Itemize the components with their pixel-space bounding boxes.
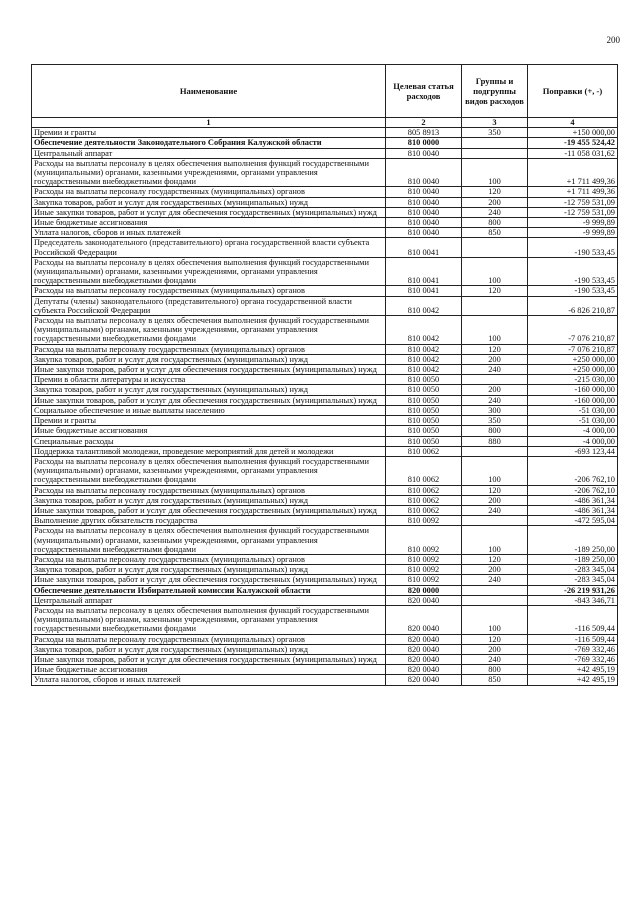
row-code-cell: 810 0092 xyxy=(386,565,462,575)
table-row xyxy=(32,436,618,446)
row-group-cell: 120 xyxy=(462,485,528,495)
header-code: Целевая статья расходов xyxy=(386,65,462,118)
row-amount-cell: -486 361,34 xyxy=(528,495,618,505)
row-code-cell: 820 0040 xyxy=(386,605,462,634)
table-row xyxy=(32,385,618,395)
row-amount-cell: +1 711 499,36 xyxy=(528,158,618,187)
row-group-cell: 120 xyxy=(462,286,528,296)
table-row xyxy=(32,197,618,207)
row-amount-cell: -843 346,71 xyxy=(528,595,618,605)
row-amount-cell: -769 332,46 xyxy=(528,654,618,664)
row-name-cell: Премии и гранты xyxy=(32,416,386,426)
row-group-cell: 800 xyxy=(462,218,528,228)
row-amount-cell: -472 595,04 xyxy=(528,516,618,526)
row-group-cell: 800 xyxy=(462,665,528,675)
row-name-cell: Премии в области литературы и искусства xyxy=(32,375,386,385)
row-amount-cell: -160 000,00 xyxy=(528,385,618,395)
row-name-cell: Специальные расходы xyxy=(32,436,386,446)
row-code-cell: 810 0040 xyxy=(386,187,462,197)
table-row xyxy=(32,207,618,217)
row-group-cell: 240 xyxy=(462,575,528,585)
row-code-cell: 810 0092 xyxy=(386,575,462,585)
row-code-cell: 810 0040 xyxy=(386,148,462,158)
row-amount-cell: -116 509,44 xyxy=(528,634,618,644)
row-amount-cell: -4 000,00 xyxy=(528,426,618,436)
row-name-cell: Закупка товаров, работ и услуг для государственных (муниципальных) нужд xyxy=(32,385,386,395)
row-code-cell: 810 0041 xyxy=(386,238,462,257)
row-group-cell: 100 xyxy=(462,316,528,345)
row-code-cell: 810 0092 xyxy=(386,516,462,526)
row-name-cell: Иные закупки товаров, работ и услуг для обеспечения государственных (муниципальных) нужд xyxy=(32,505,386,515)
row-group-cell: 880 xyxy=(462,436,528,446)
row-group-cell: 100 xyxy=(462,526,528,555)
row-group-cell xyxy=(462,138,528,148)
row-name-cell: Премии и гранты xyxy=(32,128,386,138)
row-code-cell: 810 0041 xyxy=(386,257,462,286)
row-group-cell xyxy=(462,296,528,315)
table-row xyxy=(32,495,618,505)
row-group-cell xyxy=(462,446,528,456)
row-amount-cell: -283 345,04 xyxy=(528,575,618,585)
row-code-cell: 820 0040 xyxy=(386,634,462,644)
row-name-cell: Иные закупки товаров, работ и услуг для обеспечения государственных (муниципальных) нужд xyxy=(32,207,386,217)
row-amount-cell: -51 030,00 xyxy=(528,405,618,415)
row-group-cell xyxy=(462,375,528,385)
row-name-cell: Выполнение других обязательств государства xyxy=(32,516,386,526)
row-name-cell: Расходы на выплаты персоналу в целях обеспечения выполнения функций государственными (муниципальными) органами, казенными учреждениями, органами управления государственными внебюджетными фондами xyxy=(32,158,386,187)
row-code-cell: 810 0041 xyxy=(386,286,462,296)
row-name-cell: Социальное обеспечение и иные выплаты населению xyxy=(32,405,386,415)
row-amount-cell: -116 509,44 xyxy=(528,605,618,634)
table-row xyxy=(32,575,618,585)
row-amount-cell: -11 058 031,62 xyxy=(528,148,618,158)
row-name-cell: Обеспечение деятельности Избирательной комиссии Калужской области xyxy=(32,585,386,595)
row-code-cell: 810 0050 xyxy=(386,405,462,415)
table-row xyxy=(32,296,618,315)
row-name-cell: Центральный аппарат xyxy=(32,148,386,158)
table-row xyxy=(32,354,618,364)
row-amount-cell: +250 000,00 xyxy=(528,354,618,364)
row-code-cell: 810 0092 xyxy=(386,526,462,555)
row-name-cell: Расходы на выплаты персоналу государственных (муниципальных) органов xyxy=(32,344,386,354)
table-row xyxy=(32,286,618,296)
header-group: Группы и подгруппы видов расходов xyxy=(462,65,528,118)
row-code-cell: 820 0040 xyxy=(386,665,462,675)
row-group-cell: 200 xyxy=(462,495,528,505)
row-group-cell: 350 xyxy=(462,128,528,138)
row-group-cell: 240 xyxy=(462,654,528,664)
row-code-cell: 810 0062 xyxy=(386,505,462,515)
row-group-cell: 200 xyxy=(462,565,528,575)
row-name-cell: Закупка товаров, работ и услуг для государственных (муниципальных) нужд xyxy=(32,565,386,575)
row-group-cell: 200 xyxy=(462,644,528,654)
row-amount-cell: -160 000,00 xyxy=(528,395,618,405)
table-row xyxy=(32,375,618,385)
row-code-cell: 810 0042 xyxy=(386,365,462,375)
row-code-cell: 805 8913 xyxy=(386,128,462,138)
row-amount-cell: +42 495,19 xyxy=(528,665,618,675)
row-group-cell: 200 xyxy=(462,197,528,207)
row-amount-cell: -4 000,00 xyxy=(528,436,618,446)
row-name-cell: Расходы на выплаты персоналу государственных (муниципальных) органов xyxy=(32,634,386,644)
row-amount-cell: -206 762,10 xyxy=(528,456,618,485)
row-amount-cell: -26 219 931,26 xyxy=(528,585,618,595)
column-number: 3 xyxy=(462,118,528,128)
row-name-cell: Расходы на выплаты персоналу в целях обеспечения выполнения функций государственными (муниципальными) органами, казенными учреждениями, органами управления государственными внебюджетными фондами xyxy=(32,526,386,555)
row-amount-cell: -9 999,89 xyxy=(528,228,618,238)
row-group-cell: 850 xyxy=(462,675,528,685)
row-amount-cell: -51 030,00 xyxy=(528,416,618,426)
budget-table xyxy=(31,64,618,686)
table-row xyxy=(32,485,618,495)
row-name-cell: Председатель законодательного (представительного) органа государственной власти субъекта Российской Федерации xyxy=(32,238,386,257)
row-amount-cell: -215 030,00 xyxy=(528,375,618,385)
row-name-cell: Иные бюджетные ассигнования xyxy=(32,426,386,436)
row-group-cell: 800 xyxy=(462,426,528,436)
row-amount-cell: +42 495,19 xyxy=(528,675,618,685)
row-amount-cell: -7 076 210,87 xyxy=(528,344,618,354)
row-group-cell: 240 xyxy=(462,395,528,405)
row-code-cell: 820 0040 xyxy=(386,644,462,654)
row-code-cell: 810 0062 xyxy=(386,456,462,485)
row-amount-cell: -19 455 524,42 xyxy=(528,138,618,148)
row-amount-cell: -6 826 210,87 xyxy=(528,296,618,315)
row-name-cell: Уплата налогов, сборов и иных платежей xyxy=(32,675,386,685)
row-group-cell: 120 xyxy=(462,344,528,354)
row-group-cell: 350 xyxy=(462,416,528,426)
row-name-cell: Иные бюджетные ассигнования xyxy=(32,218,386,228)
table-row xyxy=(32,187,618,197)
row-name-cell: Расходы на выплаты персоналу в целях обеспечения выполнения функций государственными (муниципальными) органами, казенными учреждениями, органами управления государственными внебюджетными фондами xyxy=(32,316,386,345)
table-row xyxy=(32,644,618,654)
row-code-cell: 810 0050 xyxy=(386,385,462,395)
row-amount-cell: -769 332,46 xyxy=(528,644,618,654)
row-name-cell: Центральный аппарат xyxy=(32,595,386,605)
column-number: 4 xyxy=(528,118,618,128)
table-row xyxy=(32,654,618,664)
row-name-cell: Закупка товаров, работ и услуг для государственных (муниципальных) нужд xyxy=(32,197,386,207)
header-name: Наименование xyxy=(32,65,386,118)
row-amount-cell: +1 711 499,36 xyxy=(528,187,618,197)
table-row xyxy=(32,554,618,564)
row-group-cell xyxy=(462,516,528,526)
row-name-cell: Закупка товаров, работ и услуг для государственных (муниципальных) нужд xyxy=(32,495,386,505)
row-amount-cell: -283 345,04 xyxy=(528,565,618,575)
row-amount-cell: -206 762,10 xyxy=(528,485,618,495)
row-group-cell: 100 xyxy=(462,456,528,485)
row-group-cell xyxy=(462,585,528,595)
column-number-row xyxy=(32,118,618,128)
table-row xyxy=(32,456,618,485)
row-name-cell: Закупка товаров, работ и услуг для государственных (муниципальных) нужд xyxy=(32,354,386,364)
row-code-cell: 810 0040 xyxy=(386,158,462,187)
table-row xyxy=(32,665,618,675)
row-name-cell: Расходы на выплаты персоналу в целях обеспечения выполнения функций государственными (муниципальными) органами, казенными учреждениями, органами управления государственными внебюджетными фондами xyxy=(32,257,386,286)
row-name-cell: Иные закупки товаров, работ и услуг для обеспечения государственных (муниципальных) нужд xyxy=(32,365,386,375)
row-code-cell: 810 0050 xyxy=(386,436,462,446)
row-code-cell: 810 0042 xyxy=(386,344,462,354)
table-row xyxy=(32,505,618,515)
header-row xyxy=(32,65,618,118)
row-amount-cell: +150 000,00 xyxy=(528,128,618,138)
row-amount-cell: -7 076 210,87 xyxy=(528,316,618,345)
row-amount-cell: -9 999,89 xyxy=(528,218,618,228)
row-name-cell: Иные закупки товаров, работ и услуг для обеспечения государственных (муниципальных) нужд xyxy=(32,654,386,664)
row-amount-cell: -486 361,34 xyxy=(528,505,618,515)
row-name-cell: Обеспечение деятельности Законодательного Собрания Калужской области xyxy=(32,138,386,148)
page-number: 200 xyxy=(606,35,620,45)
row-amount-cell: +250 000,00 xyxy=(528,365,618,375)
row-code-cell: 810 0042 xyxy=(386,296,462,315)
row-amount-cell: -12 759 531,09 xyxy=(528,197,618,207)
row-group-cell: 240 xyxy=(462,365,528,375)
row-name-cell: Расходы на выплаты персоналу в целях обеспечения выполнения функций государственными (муниципальными) органами, казенными учреждениями, органами управления государственными внебюджетными фондами xyxy=(32,456,386,485)
table-row xyxy=(32,595,618,605)
row-code-cell: 810 0050 xyxy=(386,395,462,405)
row-code-cell: 810 0092 xyxy=(386,554,462,564)
row-group-cell: 100 xyxy=(462,257,528,286)
table-row xyxy=(32,228,618,238)
row-name-cell: Закупка товаров, работ и услуг для государственных (муниципальных) нужд xyxy=(32,644,386,654)
row-name-cell: Расходы на выплаты персоналу в целях обеспечения выполнения функций государственными (муниципальными) органами, казенными учреждениями, органами управления государственными внебюджетными фондами xyxy=(32,605,386,634)
table-row xyxy=(32,238,618,257)
row-amount-cell: -190 533,45 xyxy=(528,238,618,257)
row-code-cell: 810 0062 xyxy=(386,495,462,505)
row-name-cell: Депутаты (члены) законодательного (представительного) органа государственной власти субъекта Российской Федерации xyxy=(32,296,386,315)
row-group-cell: 200 xyxy=(462,354,528,364)
row-name-cell: Расходы на выплаты персоналу государственных (муниципальных) органов xyxy=(32,187,386,197)
table-row xyxy=(32,128,618,138)
row-amount-cell: -190 533,45 xyxy=(528,286,618,296)
table-row xyxy=(32,365,618,375)
table-row xyxy=(32,405,618,415)
table-row xyxy=(32,218,618,228)
row-amount-cell: -189 250,00 xyxy=(528,554,618,564)
column-number: 1 xyxy=(32,118,386,128)
row-group-cell xyxy=(462,148,528,158)
table-row xyxy=(32,585,618,595)
row-code-cell: 810 0040 xyxy=(386,228,462,238)
row-name-cell: Расходы на выплаты персоналу государственных (муниципальных) органов xyxy=(32,485,386,495)
column-number: 2 xyxy=(386,118,462,128)
table-row xyxy=(32,426,618,436)
table-row xyxy=(32,138,618,148)
table-row xyxy=(32,675,618,685)
row-amount-cell: -189 250,00 xyxy=(528,526,618,555)
row-group-cell: 850 xyxy=(462,228,528,238)
row-name-cell: Иные закупки товаров, работ и услуг для обеспечения государственных (муниципальных) нужд xyxy=(32,575,386,585)
table-row xyxy=(32,446,618,456)
row-code-cell: 810 0040 xyxy=(386,218,462,228)
row-code-cell: 810 0062 xyxy=(386,485,462,495)
table-row xyxy=(32,416,618,426)
row-code-cell: 810 0040 xyxy=(386,197,462,207)
row-amount-cell: -12 759 531,09 xyxy=(528,207,618,217)
table-row xyxy=(32,257,618,286)
row-code-cell: 810 0050 xyxy=(386,375,462,385)
table-row xyxy=(32,158,618,187)
table-row xyxy=(32,395,618,405)
table-row xyxy=(32,634,618,644)
row-code-cell: 810 0042 xyxy=(386,316,462,345)
row-code-cell: 810 0040 xyxy=(386,207,462,217)
row-name-cell: Иные бюджетные ассигнования xyxy=(32,665,386,675)
row-group-cell: 100 xyxy=(462,158,528,187)
table-row xyxy=(32,565,618,575)
row-code-cell: 810 0062 xyxy=(386,446,462,456)
row-code-cell: 810 0000 xyxy=(386,138,462,148)
row-name-cell: Иные закупки товаров, работ и услуг для обеспечения государственных (муниципальных) нужд xyxy=(32,395,386,405)
row-name-cell: Расходы на выплаты персоналу государственных (муниципальных) органов xyxy=(32,286,386,296)
row-code-cell: 820 0000 xyxy=(386,585,462,595)
table-row xyxy=(32,526,618,555)
row-code-cell: 810 0042 xyxy=(386,354,462,364)
row-amount-cell: -693 123,44 xyxy=(528,446,618,456)
row-name-cell: Поддержка талантливой молодежи, проведение мероприятий для детей и молодежи xyxy=(32,446,386,456)
row-code-cell: 820 0040 xyxy=(386,675,462,685)
row-group-cell: 300 xyxy=(462,405,528,415)
row-group-cell: 120 xyxy=(462,187,528,197)
header-amount: Поправки (+, -) xyxy=(528,65,618,118)
table-row xyxy=(32,148,618,158)
table-row xyxy=(32,316,618,345)
row-code-cell: 820 0040 xyxy=(386,654,462,664)
row-code-cell: 820 0040 xyxy=(386,595,462,605)
table-row xyxy=(32,605,618,634)
row-amount-cell: -190 533,45 xyxy=(528,257,618,286)
row-code-cell: 810 0050 xyxy=(386,426,462,436)
row-group-cell: 120 xyxy=(462,554,528,564)
row-code-cell: 810 0050 xyxy=(386,416,462,426)
table-row xyxy=(32,516,618,526)
row-group-cell: 240 xyxy=(462,505,528,515)
row-group-cell: 240 xyxy=(462,207,528,217)
row-group-cell: 100 xyxy=(462,605,528,634)
table-row xyxy=(32,344,618,354)
row-group-cell: 200 xyxy=(462,385,528,395)
row-group-cell xyxy=(462,238,528,257)
row-name-cell: Расходы на выплаты персоналу государственных (муниципальных) органов xyxy=(32,554,386,564)
row-group-cell: 120 xyxy=(462,634,528,644)
row-name-cell: Уплата налогов, сборов и иных платежей xyxy=(32,228,386,238)
row-group-cell xyxy=(462,595,528,605)
